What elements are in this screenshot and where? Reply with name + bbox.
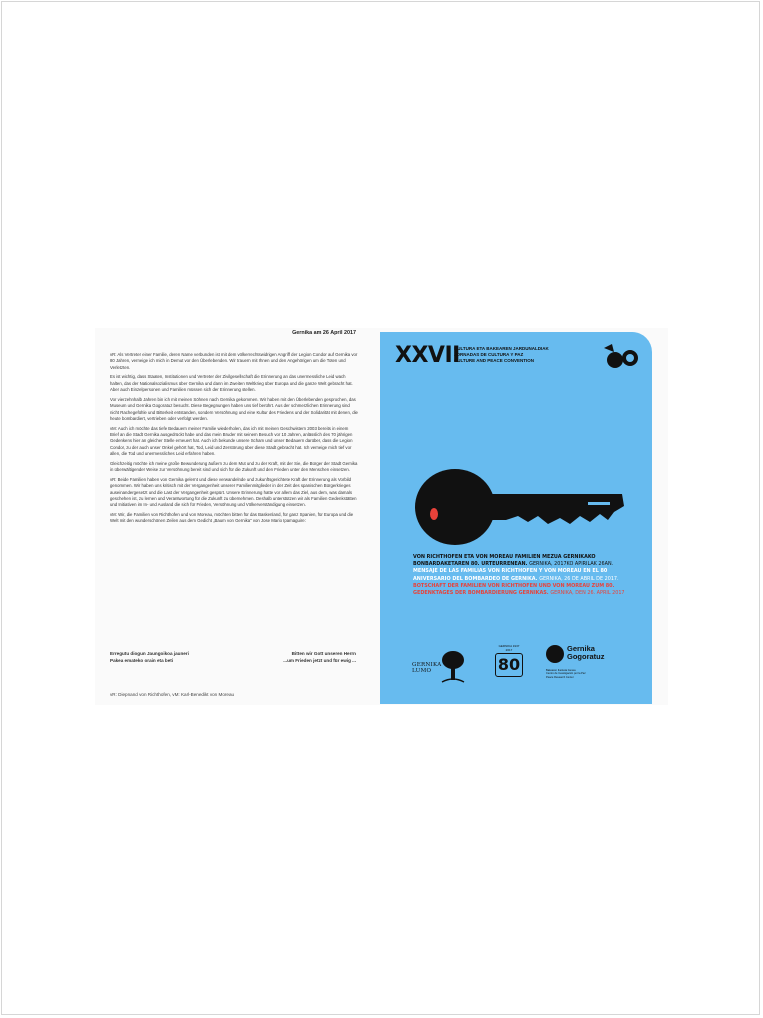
- paragraph: Es ist wichtig, dass Staaten, Institutionen und Vertreter der Zivilgesellschaft die Erinnerung an das unermessliche Leid wach halten, das der Nationalsozialismus über Gernika und dann im Zweiten Weltkrieg über Europa und die ganze Welt gebracht hat. Aber auch Einzelpersonen und Familien müssen sich der Erinnerung stellen.: [110, 374, 353, 393]
- spanish-line: MENSAJE DE LAS FAMILIAS VON RICHTHOFEN Y VON MOREAU EN EL 80: [413, 568, 608, 575]
- poster-message: [413, 554, 648, 597]
- paragraph: vM: Auch ich möchte das tiefe Bedauern meiner Familie wiederholen, das ich mit meinen Geschwistern 2003 bereits in einem Brief an die Stadt Gernika ausgedrückt habe und das mein Bruder mit seinem Besuch vor 10 Jahren, anlässlich des 70 jährigen Gedenkens hier an gleicher Stelle erneuert hat. Auch ich bekunde unsere Scham und unser Bedauern darüber, dass die Legion Condor, zu der auch unser Onkel gehört hat, Tod, Leid und Zerstörung über diese Stadt gebracht hat. Ich verneige mich tief vor allen, die Tod und unermessliches Leid erfahren haben.: [110, 425, 353, 456]
- paragraph: vM: Wir, die Familien von Richthofen und von Moreau, möchten bitten für das Baskenland, für ganz Spanien, für Europa und die Welt mit den wunderschönen Zeilen aus dem Gedicht „Baum von Gernika" von Jose Mario Ipamaguire:: [110, 512, 354, 524]
- prayer-line: Pakea emateko orain eta beti: [110, 658, 174, 663]
- basque-text: BONBARDAKETAREN 80. URTEURRENEAN.: [413, 561, 528, 568]
- basque-line: [413, 561, 648, 568]
- convention-title: [454, 346, 574, 363]
- logo-80-number: 80: [495, 653, 523, 677]
- convention-line: KULTURA ETA BAKEAREN JARDUNALDIAK: [454, 346, 549, 351]
- paragraph: Gleichzeitig möchte ich meine große Bewunderung äußern zu dem Mut und zu der Kraft, mit der Sie, die Bürger der Stadt Gernika in überwältigender Weise zur Versöhnung bereit sind und sich für die Zukunft und den Frieden unter den Menschen einsetzen.: [110, 460, 358, 473]
- signature-line: vR: Diepnand von Richthofen, vM: Karl-Benedikt von Moreau: [110, 692, 235, 697]
- spanish-text: ANIVERSARIO DEL BOMBARDEO DE GERNIKA.: [413, 575, 538, 582]
- convention-line: JORNADAS DE CULTURA Y PAZ: [454, 351, 524, 357]
- basque-date: GERNIKA, 2017KO APIRILAK 26AN.: [529, 561, 614, 568]
- convention-line: CULTURE AND PEACE CONVENTION: [454, 357, 535, 363]
- german-text: GEDENKTAGES DER BOMBARDIERUNG GERNIKAS.: [413, 590, 549, 597]
- paragraph: Vor vierzehnhalb Jahren bin ich mit meinen Söhnen nach Gernika gekommen. Wir haben mit den Überlebenden gesprochen, das Museum und Gernika Gogoratuz besucht. Diese Begegnungen haben uns tief berührt. Aus der schmerzlichen Erinnerung sind nicht Rachegefühle und Bitterkeit entstanden, sondern Versöhnung und eine Kultur des Friedens und der Solidarität mit denen, die heute bombardiert, vertrieben oder verfolgt werden.: [110, 396, 358, 421]
- letter-date: Gernika am 26 April 2017: [292, 330, 356, 336]
- gogoratuz-mark-icon: [546, 645, 564, 663]
- anniversary-80-logo: [495, 645, 523, 681]
- gogoratuz-subtitle: [546, 669, 616, 679]
- paragraph: vR: Als Vertreter einer Familie, deren Name verbunden ist mit dem völkerrechtswidrigen Angriff der Legion Condor auf Gernika vor 80 Jahren, verneige ich mich in Demut vor den Überlebenden. Wir trauern mit Ihnen und den Angehörigen um die Toten und Verletzten.: [110, 352, 358, 370]
- letter-page: [110, 330, 358, 702]
- prayer-line: ...um Frieden jetzt und für ewig ...: [283, 658, 356, 663]
- prayer-german: [236, 650, 356, 664]
- german-line: BOTSCHAFT DER FAMILIEN VON RICHTHOFEN UND VON MOREAU ZUM 80.: [413, 582, 615, 589]
- logo-subtext: Bakearen Ikerketa Gunea: [546, 669, 576, 672]
- letter-body: [110, 352, 358, 528]
- logo-subtext: Centro de Investigación por la Paz: [546, 672, 586, 676]
- gernika-lumo-text: [412, 662, 442, 674]
- poster-page: [380, 332, 652, 704]
- german-date: GERNIKA, DEN 26. APRIL 2017: [550, 590, 625, 597]
- tree-icon: [440, 650, 466, 684]
- german-line: [413, 590, 648, 597]
- gernika-lumo-logo: [412, 650, 466, 690]
- prayer-line: Bitten wir Gott unseren Herrn: [291, 651, 356, 656]
- convention-logo-icon: [600, 342, 642, 372]
- logo-caption: 2017: [505, 647, 513, 652]
- basque-line: VON RICHTHOFEN ETA VON MOREAU FAMILIEN MEZUA GERNIKAKO: [413, 554, 596, 560]
- spanish-line: [413, 576, 648, 583]
- sponsor-logos: [380, 642, 652, 692]
- logo-text: Gernika: [567, 644, 595, 653]
- logo-text: GERNIKA: [412, 662, 442, 668]
- logo-text: Gogoratuz: [567, 651, 605, 661]
- logo-subtext: Peace Research Center: [546, 675, 574, 679]
- prayer-basque: [110, 650, 230, 664]
- key-icon: [410, 462, 630, 552]
- gogoratuz-name: [567, 645, 605, 660]
- prayer-line: Erregutu diogun Jaungoikoa jauneri: [110, 651, 189, 656]
- gernika-gogoratuz-logo: [546, 645, 646, 685]
- logo-text: LUMO: [412, 668, 432, 675]
- spanish-date: GERNIKA, 26 DE ABRIL DE 2017.: [539, 575, 619, 582]
- paragraph: vR: Beide Familien haben von Gernika gelernt und diese verwandelnde und zukunftsgerichtete Kraft der Erinnerung als Vorbild genommen. Wir haben uns kritisch mit der Vergangenheit unserer Familienmitglieder in der Zeit des spanischen Bürgerkrieges auseinandergesetzt und die Last der Vergangenheit gespürt. Unsere Erinnerung hatte vor allem das Ziel, aus dem, was damals geschehen ist, zu lernen und Verantwortung für die Zukunft zu übernehmen. Deshalb unterstützen wir als Familien Gedenkstätten und Initiativen im In- und Ausland die sich für Frieden, Versöhnung und Völkerverständigung einsetzen.: [110, 477, 357, 508]
- edition-number: XXVII: [395, 343, 460, 368]
- logo-caption: GERNIKA 1937: [498, 644, 520, 648]
